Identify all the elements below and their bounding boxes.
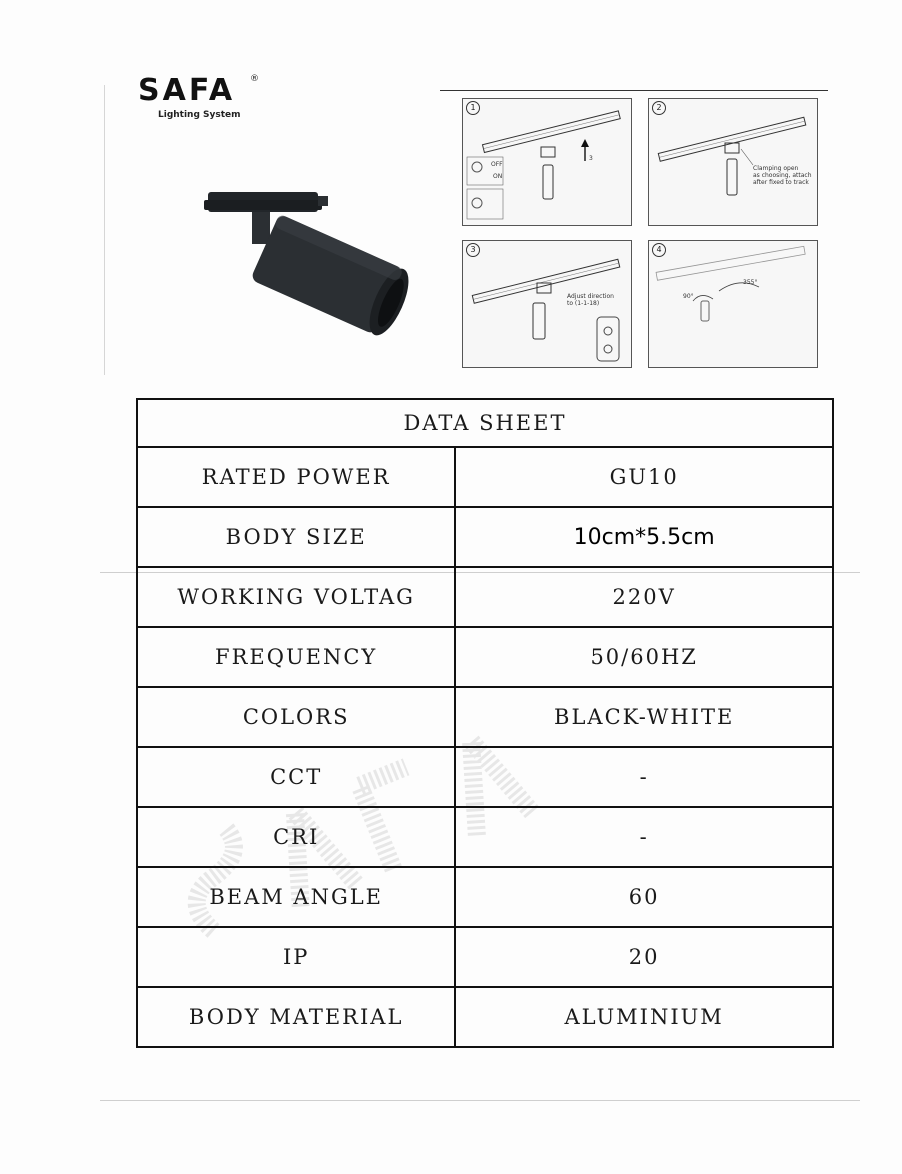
spec-key: CCT xyxy=(137,747,455,807)
install-step-3 xyxy=(462,240,632,368)
datasheet-header-row xyxy=(137,399,833,447)
table-row xyxy=(137,807,833,867)
registered-mark: ® xyxy=(250,74,259,84)
step-label: 90° xyxy=(683,293,694,300)
spec-key: BODY SIZE xyxy=(137,507,455,567)
table-row xyxy=(137,867,833,927)
spec-key: CRI xyxy=(137,807,455,867)
spec-value: - xyxy=(455,807,833,867)
spec-key: WORKING VOLTAG xyxy=(137,567,455,627)
step-label: Clamping open xyxy=(753,165,799,172)
step-label: 3 xyxy=(589,155,593,162)
spec-value: 20 xyxy=(455,927,833,987)
spec-key: IP xyxy=(137,927,455,987)
track-spotlight-image xyxy=(200,180,420,360)
spec-value: ALUMINIUM xyxy=(455,987,833,1047)
step-number: 4 xyxy=(652,243,666,257)
spec-key: BEAM ANGLE xyxy=(137,867,455,927)
step-number: 2 xyxy=(652,101,666,115)
spec-key: FREQUENCY xyxy=(137,627,455,687)
step-label: ON xyxy=(493,173,503,180)
step-label: as choosing, attach xyxy=(753,172,812,179)
install-step-4 xyxy=(648,240,818,368)
spec-value: GU10 xyxy=(455,447,833,507)
table-row xyxy=(137,507,833,567)
step-number: 1 xyxy=(466,101,480,115)
scan-edge xyxy=(104,85,105,375)
spec-value: 220V xyxy=(455,567,833,627)
table-row xyxy=(137,987,833,1047)
install-step-2 xyxy=(648,98,818,226)
spec-value: BLACK-WHITE xyxy=(455,687,833,747)
step-label: 355° xyxy=(743,279,758,286)
table-row xyxy=(137,747,833,807)
spec-key: COLORS xyxy=(137,687,455,747)
table-row xyxy=(137,567,833,627)
spec-key: BODY MATERIAL xyxy=(137,987,455,1047)
spec-key: RATED POWER xyxy=(137,447,455,507)
datasheet-table xyxy=(136,398,834,1048)
step-label: to (1-1-18) xyxy=(567,300,600,307)
step-number: 3 xyxy=(466,243,480,257)
table-row xyxy=(137,927,833,987)
install-step-1 xyxy=(462,98,632,226)
step-label: OFF xyxy=(491,161,503,168)
spec-value: 10cm*5.5cm xyxy=(455,507,833,567)
brand-tagline: Lighting System xyxy=(158,110,241,120)
scan-bottom xyxy=(100,1100,860,1101)
spec-value: 60 xyxy=(455,867,833,927)
datasheet-title: DATA SHEET xyxy=(137,399,833,447)
install-rule xyxy=(440,90,828,91)
step-label: after fixed to track xyxy=(753,179,809,186)
spec-value: 50/60HZ xyxy=(455,627,833,687)
table-row xyxy=(137,687,833,747)
brand-logo xyxy=(138,73,259,120)
step-label: Adjust direction xyxy=(567,293,614,300)
table-row xyxy=(137,447,833,507)
table-row xyxy=(137,627,833,687)
spec-value: - xyxy=(455,747,833,807)
brand-name: SAFA xyxy=(138,73,236,108)
